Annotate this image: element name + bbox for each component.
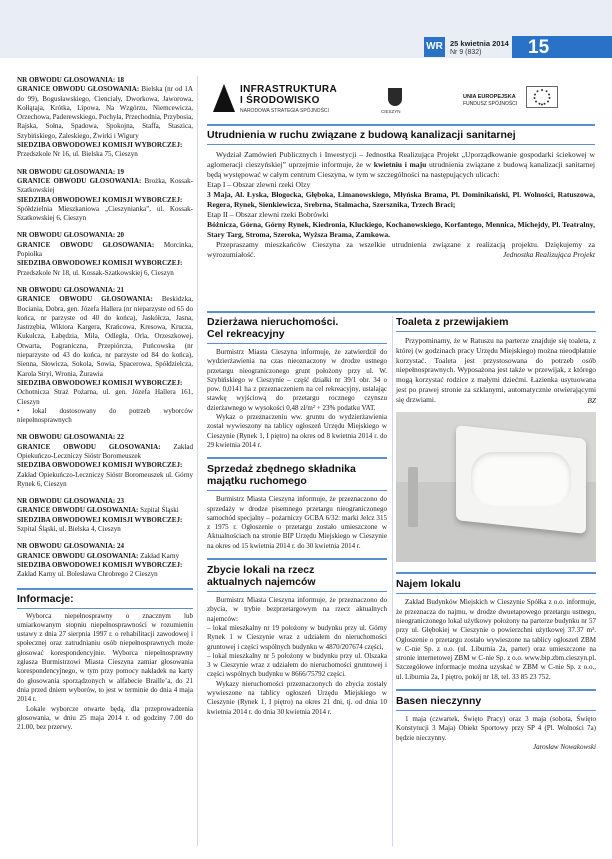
district-seat-label: SIEDZIBA OBWODOWEJ KOMISJI WYBORCZEJ: (17, 461, 183, 470)
pool-title: Basen nieczynny (396, 695, 482, 708)
info-title: Informacje: (17, 592, 74, 605)
divider (207, 457, 387, 459)
district-bounds-text: Beskidzka, Bociania, Dobra, gen. Józefa Hallera (nr nieparzyste od 65 do końca, nr parzyste od 40 do końca), Jaskółcza, Jasna, Jastrzębia, Wiktora Kargera, Krańcowa, Kresowa, Krucza, Kukułcza, Łabędzia, Miła, Odległa, Orla, Orzeszkowej, Otwarta, Pograniczna, Przepiórcza, Puńcowska (nr nieparzyste od 43 do końca, nr parzyste od 84 do końca), Sienna, Słowicza, Sokola, Sowia, Spacerowa, Spółdzielcza, Karola Stryi, Wronia, Żurawia (17, 295, 193, 378)
district-bounds-text: Morcinka, Popiołka (17, 240, 193, 259)
stage1-label: Etap I – Obszar zlewni rzeki Olzy (207, 180, 311, 189)
divider (17, 608, 193, 609)
divider (207, 343, 387, 344)
district-block (17, 497, 193, 534)
district-block (17, 231, 193, 277)
divider (396, 331, 596, 332)
right-column (396, 316, 596, 752)
district-seat: Przedszkole Nr 16, ul. Bielska 75, Cieszyn (17, 150, 138, 159)
lease-title: Dzierżawa nieruchomości. (207, 316, 339, 328)
district-bounds-label: GRANICE OBWODU GŁOSOWANIA: (17, 295, 153, 304)
sewer-article (207, 129, 595, 260)
middle-column (207, 316, 387, 717)
district-title: NR OBWODU GŁOSOWANIA: 22 (17, 433, 125, 442)
district-bounds-label: GRANICE OBWODU GŁOSOWANIA: (17, 85, 140, 94)
district-title: NR OBWODU GŁOSOWANIA: 20 (17, 231, 125, 240)
sewer-apology: Przepraszamy mieszkańców Cieszyna za wszelkie utrudnienia związane z realizacją projektu. Dziękujemy za wyrozumiałość. (207, 240, 595, 259)
flats-item-2: – lokal mieszkalny nr 5 położony w budynku przy ul. Olszaka 3 w Cieszynie wraz z udziałem do nieruchomości gruntowej i części wspólnych budynku w 8666/75792 części. (207, 651, 387, 679)
district-seat-label: SIEDZIBA OBWODOWEJ KOMISJI WYBORCZEJ: (17, 378, 183, 387)
flats-paragraph-2: Wykazy nieruchomości przeznaczonych do zbycia zostały wywieszone na tablicy ogłoszeń Urzędu Miejskiego w Cieszynie (Rynek 1, I piętro) na okres 21 dni, tj. od dnia 10 kwietnia 2014 r. do dnia 30 kwietnia 2014 r. (207, 679, 387, 716)
toilet-signature: BZ (587, 395, 596, 405)
lease-paragraph-2: Wykaz o przeznaczeniu ww. gruntu do wydzierżawienia został wywieszony na tablicy ogłoszeń Urzędu Miejskiego w Cieszynie (Rynek 1, I piętro) na okres od 8 kwietnia 2014 r. do 29 kwietnia 2014 r. (207, 413, 387, 449)
lease-paragraph: Burmistrz Miasta Cieszyna informuje, że zatwierdził do wydzierżawienia na czas nieoznaczony w drodze ustnego przetargu nieograniczonego grunt położony przy ul. W. Szybińskiego w Cieszynie – część działki nr 39/1 obr. 34 o pow. 0,0141 ha z przeznaczeniem na cel rekreacyjny, ustalając stawkę wyjściową do przetargu rocznego czynszu dzierżawnego w wysokości 0,48 zł/m² + 23% podatku VAT. (207, 348, 387, 412)
district-bounds (17, 241, 193, 260)
stage2-streets: Bóżnicza, Górna, Górny Rynek, Kiedronia, Kluckiego, Kochanowskiego, Korfantego, Mennica, Michejdy, Pl. Teatralny, Stary Targ, Stroma, Szeroka, Wyższa Brama, Zamkowa. (207, 220, 595, 239)
district-seat-label: SIEDZIBA OBWODOWEJ KOMISJI WYBORCZEJ: (17, 259, 183, 268)
district-title: NR OBWODU GŁOSOWANIA: 21 (17, 285, 125, 294)
district-seat: Szpital Śląski, ul. Bielska 4, Cieszyn (17, 525, 121, 534)
district-bounds-label: GRANICE OBWODU GŁOSOWANIA: (17, 442, 161, 451)
changing-table-photo (396, 412, 596, 562)
toilet-title: Toaleta z przewijakiem (396, 316, 509, 328)
page-number-badge (512, 36, 612, 58)
district-bounds-text: Brożka, Kossak-Szatkowskiej (17, 176, 193, 195)
logo-strip (207, 80, 595, 122)
sewer-signature: Jednostka Realizująca Projekt (502, 250, 595, 259)
district-bounds (17, 552, 193, 561)
district-bounds-label: GRANICE OBWODU GŁOSOWANIA: (17, 176, 142, 185)
district-bounds-label: GRANICE OBWODU GŁOSOWANIA: (17, 551, 139, 560)
district-bounds-text: Bielska (nr od 1A do 99), Bogusławskiego, Cienciały, Dworkowa, Jaworowa, Kołłątaja, Krótka, Lipowa, Na Wzgórzu, Niemcewicza, Orzechowa, Paderewskiego, Pochyła, Przechodnia, Przybosia, Rajska, Sołna, Spadowa, Spokojna, Staffa, Staszica, Szybińskiego, Zaleskiego, Żwirki i Wigury (17, 85, 193, 140)
flats-item-1: – lokal mieszkalny nr 19 położony w budynku przy ul. Górny Rynek 1 w Cieszynie wraz z udziałem do nieruchomości gruntowej i części wspólnych budynku w 4870/207674 części, (207, 623, 387, 651)
stage2-label: Etap II – Obszar zlewni rzeki Bobrówki (207, 210, 329, 219)
district-seat-label: SIEDZIBA OBWODOWEJ KOMISJI WYBORCZEJ: (17, 560, 183, 569)
vehicle-title: Sprzedaż zbędnego składnika (207, 463, 356, 476)
rent-paragraph: Zakład Budynków Miejskich w Cieszynie Spółka z o.o. informuje, że przeznacza do najmu, w drodze dwuetapowego przetargu ustnego, nieograniczonego lokal użytkowy położony na parterze budynku nr 57 przy ul. Głębokiej w Cieszynie o powierzchni użytkowej 37.37 m². Ogłoszenie o przetargu zostało wywieszone na tablicy ogłoszeń ZBM w C-nie Sp. z o.o. (ul. Liburnia 2a, parter) oraz umieszczone na stronie internetowej ZBM w C-nie Sp. z o.o. www.bip.zbm.cieszyn.pl. Szczegółowe informacje można uzyskać w ZBM w C-nie Sp. z o.o., ul. Liburnia 2a, I piętro, pokój nr 18, tel. 33 85 23 752. (396, 598, 596, 681)
divider (396, 572, 596, 574)
district-block (17, 433, 193, 489)
district-block (17, 168, 193, 224)
district-bounds-label: GRANICE OBWODU GŁOSOWANIA: (17, 506, 139, 515)
district-bounds (17, 506, 193, 515)
flats-subtitle: aktualnych najemców (207, 576, 316, 589)
info-paragraph-hours: Lokale wyborcze otwarte będą, dla przeprowadzenia głosowania, w dniu 25 maja 2014 r. od godziny 7.00 do 21.00, bez przerwy. (17, 704, 193, 732)
infra-logo-line1: INFRASTRUKTURA (240, 84, 337, 95)
district-seat: Zakład Opiekuńczo-Leczniczy Sióstr Boromeuszek ul. Górny Rynek 6, Cieszyn (17, 470, 193, 488)
district-seat-label: SIEDZIBA OBWODOWEJ KOMISJI WYBORCZEJ: (17, 141, 183, 150)
ue-logo-line1: UNIA EUROPEJSKA (463, 94, 516, 100)
infra-logo-line2: I ŚRODOWISKO (240, 95, 320, 106)
rent-title: Najem lokalu (396, 578, 461, 591)
divider (207, 591, 387, 592)
issue-date: 25 kwietnia 2014 (450, 39, 509, 48)
district-seat: Ochotnicza Straż Pożarna, ul. gen. Józefa Hallera 161, Cieszyn (17, 388, 193, 406)
district-title: NR OBWODU GŁOSOWANIA: 23 (17, 497, 125, 506)
district-seat-label: SIEDZIBA OBWODOWEJ KOMISJI WYBORCZEJ: (17, 195, 183, 204)
district-title: NR OBWODU GŁOSOWANIA: 18 (17, 76, 125, 84)
pool-paragraph: 1 maja (czwartek, Święto Pracy) oraz 3 maja (sobota, Święto Konstytucji 3 Maja) Obiekt Sportowy przy SP 4 (Pl. Wolności 7a) będzie nieczynny. (396, 715, 596, 742)
district-seat: Spółdzielnia Mieszkaniowa „Cieszynianka”, ul. Kossak-Szatkowskiej 6, Cieszyn (17, 204, 193, 223)
flats-paragraph: Burmistrz Miasta Cieszyna informuje, że przeznaczono do zbycia, w trybie bezprzetargowym na rzecz aktualnych najemców: (207, 596, 387, 623)
divider (207, 124, 595, 126)
eu-flag-icon (526, 86, 558, 108)
district-bounds-text: Zakład Karny (138, 551, 180, 560)
column-divider (392, 316, 393, 846)
divider (396, 689, 596, 691)
wr-logo: WR (424, 37, 445, 57)
cieszyn-crest-icon (388, 88, 402, 106)
district-block (17, 286, 193, 425)
divider (17, 588, 193, 590)
flats-title: Zbycie lokali na rzecz (207, 564, 315, 577)
district-bounds (17, 295, 193, 379)
info-paragraph: Wyborca niepełnosprawny o znacznym lub umiarkowanym stopniu niepełnosprawności w rozumieniu ustawy z dnia 27 sierpnia 1997 r. o rehabilitacji zawodowej i społecznej oraz zatrudnianiu osób niepełnosprawnych może głosować korespondencyjnie. Wyborca niepełnosprawny zgłasza Burmistrzowi Miasta Cieszyna zamiar głosowania korespondencyjnego, w tym przy pomocy nakładek na karty do głosowania sporządzonych w alfabecie Braille’a, do 21 dnia przed dniem wyborów, to jest w terminie do dnia 4 maja 2014 r. (17, 611, 193, 704)
stage1-streets: 3 Maja, Al. Łyska, Błogocka, Głęboka, Limanowskiego, Młyńska Brama, Pl. Dominikański, Pl. Wolności, Ratuszowa, Regera, Rynek, Sienkiewicza, Srebrna, Stalmacha, Szersznika, Trzech Braci; (207, 190, 595, 209)
district-block (17, 76, 193, 160)
sewer-title: Utrudnienia w ruchu związane z budową kanalizacji sanitarnej (207, 129, 516, 141)
sewer-intro: Wydział Zamówień Publicznych i Inwestycji – Jednostka Realizująca Projekt „Uporządkowanie gospodarki ściekowej w aglomeracji cieszyńskiej” uprzejmie informuje, że w kwietniu i maju utrudnienia związane z budową kanalizacji sanitarnej będą występować w całym centrum Cieszyna, w tym w szczególności na następujących ulicach: (207, 150, 595, 179)
ue-logo-line2: FUNDUSZ SPÓJNOŚCI (463, 101, 518, 107)
district-bounds (17, 85, 193, 141)
column-divider (197, 76, 198, 846)
district-bounds (17, 177, 193, 196)
divider (207, 144, 595, 145)
page-number: 15 (528, 37, 550, 58)
divider (207, 311, 595, 313)
divider (207, 490, 387, 491)
divider (207, 558, 387, 560)
district-bounds-text: Zakład Opiekuńczo-Leczniczy Sióstr Boromeuszek (17, 442, 193, 460)
infra-logo-mark (213, 84, 235, 112)
district-bounds-label: GRANICE OBWODU GŁOSOWANIA: (17, 240, 155, 249)
divider (396, 710, 596, 711)
district-seat: Przedszkole Nr 18, ul. Kossak-Szatkowskiej 6, Cieszyn (17, 268, 174, 277)
left-column (17, 76, 193, 732)
cieszyn-label: CIESZYN (381, 109, 401, 114)
infra-logo-subtitle: NARODOWA STRATEGIA SPÓJNOŚCI (240, 108, 329, 114)
district-bounds-text: Szpital Śląski (138, 506, 179, 515)
toilet-paragraph: Przypominamy, że w Ratuszu na parterze znajduje się toaleta, z której (w godzinach pracy Urzędu Miejskiego) można nieodpłatnie korzystać. Toaleta jest przystosowana do potrzeb osób niepełnosprawnych. Wyposażona jest także w przewijak, z którego mogą korzystać rodzice z małymi dziećmi. Łazienka usytuowana jest po prawej stronie za szklanymi, automatycznie otwierającymi się drzwiami. (396, 336, 596, 404)
district-bounds (17, 443, 193, 462)
vehicle-subtitle: majątku ruchomego (207, 475, 307, 488)
district-note: • lokal dostosowany do potrzeb wyborców niepełnosprawnych (17, 406, 193, 425)
district-title: NR OBWODU GŁOSOWANIA: 24 (17, 542, 125, 551)
lease-subtitle: Cel rekreacyjny (207, 328, 285, 340)
district-title: NR OBWODU GŁOSOWANIA: 19 (17, 167, 125, 176)
issue-number: Nr 9 (832) (450, 49, 482, 56)
district-seat: Zakład Karny ul. Bolesława Chrobrego 2 Cieszyn (17, 570, 158, 579)
divider (396, 593, 596, 594)
district-seat-label: SIEDZIBA OBWODOWEJ KOMISJI WYBORCZEJ: (17, 515, 183, 524)
pool-signature: Jarosław Nowakowski (533, 742, 596, 751)
vehicle-paragraph: Burmistrz Miasta Cieszyna informuje, że przeznaczono do sprzedaży w drodze pisemnego przetargu nieograniczonego samochód specjalny – pożarniczy GCBA 6/32: marki Jelcz 315 z 1975 r. Ogłoszenie o przetargu zostało umieszczone w Aktualnościach na stronie BIP Urzędu Miejskiego w Cieszynie na okres od 15 kwietnia 2014 r. do 30 kwietnia 2014 r. (207, 495, 387, 550)
district-block (17, 542, 193, 579)
